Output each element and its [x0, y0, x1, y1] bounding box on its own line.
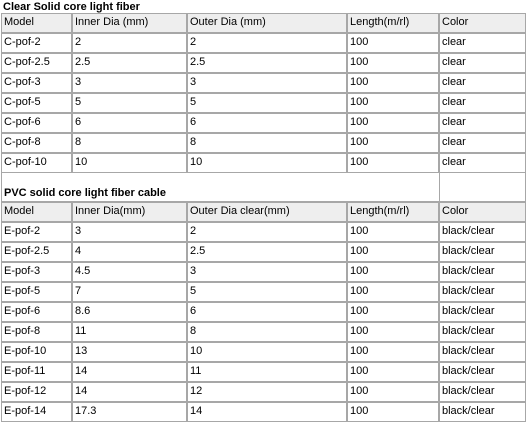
table-cell: 3: [187, 262, 347, 282]
table-cell: E-pof-2: [1, 222, 72, 242]
table-row: [0, 402, 527, 422]
table-cell: C-pof-10: [1, 153, 72, 173]
table-row: [0, 222, 527, 242]
table-cell: 2.5: [72, 53, 187, 73]
column-header: Model: [1, 13, 72, 33]
table-cell: 10: [72, 153, 187, 173]
table-row: [0, 133, 527, 153]
table-cell: E-pof-2.5: [1, 242, 72, 262]
table-cell: clear: [439, 133, 526, 153]
column-header: Length(m/rl): [347, 13, 439, 33]
table-cell: black/clear: [439, 402, 526, 422]
table-cell: 12: [187, 382, 347, 402]
table-cell: E-pof-12: [1, 382, 72, 402]
table-cell: 100: [347, 322, 439, 342]
table-row: [0, 302, 527, 322]
table-cell: clear: [439, 113, 526, 133]
table-row: [0, 322, 527, 342]
table-cell: 17.3: [72, 402, 187, 422]
table-cell: E-pof-8: [1, 322, 72, 342]
table-row: [0, 282, 527, 302]
table-row: [0, 153, 527, 173]
table-cell: black/clear: [439, 282, 526, 302]
table-row: [0, 262, 527, 282]
table-cell: 10: [187, 153, 347, 173]
table-cell: 100: [347, 113, 439, 133]
table-cell: C-pof-8: [1, 133, 72, 153]
table-cell: 10: [187, 342, 347, 362]
column-header: Model: [1, 202, 72, 222]
table-cell: 100: [347, 302, 439, 322]
table-cell: 14: [72, 382, 187, 402]
table-cell: clear: [439, 53, 526, 73]
table-cell: 3: [187, 73, 347, 93]
table-cell: 100: [347, 73, 439, 93]
table-cell: 100: [347, 262, 439, 282]
table-cell: C-pof-5: [1, 93, 72, 113]
table-row: [0, 93, 527, 113]
table-cell: black/clear: [439, 362, 526, 382]
table-cell: 11: [187, 362, 347, 382]
table-cell: 6: [187, 113, 347, 133]
table-cell: 100: [347, 242, 439, 262]
table-cell: clear: [439, 153, 526, 173]
table-cell: E-pof-14: [1, 402, 72, 422]
table-cell: C-pof-3: [1, 73, 72, 93]
table-cell: 7: [72, 282, 187, 302]
table-cell: 100: [347, 382, 439, 402]
table-cell: E-pof-6: [1, 302, 72, 322]
table-cell: 100: [347, 222, 439, 242]
table-cell: E-pof-11: [1, 362, 72, 382]
section2-title: PVC solid core light fiber cable: [4, 187, 166, 199]
table-cell: clear: [439, 73, 526, 93]
table-cell: 100: [347, 153, 439, 173]
table-cell: 8: [187, 322, 347, 342]
table-cell: 5: [72, 93, 187, 113]
column-header: Outer Dia clear(mm): [187, 202, 347, 222]
column-header: Inner Dia(mm): [72, 202, 187, 222]
table-cell: 100: [347, 93, 439, 113]
table-cell: 6: [187, 302, 347, 322]
table-cell: black/clear: [439, 342, 526, 362]
table-row: [0, 382, 527, 402]
table-header-row: [0, 202, 527, 222]
table-cell: 3: [72, 222, 187, 242]
table-cell: C-pof-6: [1, 113, 72, 133]
table-cell: 100: [347, 362, 439, 382]
table-cell: 4: [72, 242, 187, 262]
table-cell: black/clear: [439, 262, 526, 282]
table-cell: 100: [347, 133, 439, 153]
table-row: [0, 73, 527, 93]
section2-title-cell: [1, 172, 440, 202]
table-row: [0, 33, 527, 53]
table-cell: 8: [72, 133, 187, 153]
column-header: Inner Dia (mm): [72, 13, 187, 33]
table-cell: clear: [439, 93, 526, 113]
table-cell: 3: [72, 73, 187, 93]
column-header: Color: [439, 202, 526, 222]
table-cell: 11: [72, 322, 187, 342]
table-cell: 8: [187, 133, 347, 153]
table-cell: 2.5: [187, 242, 347, 262]
section1-title: Clear Solid core light fiber: [3, 1, 140, 13]
table-header-row: [0, 13, 527, 33]
table-cell: 100: [347, 53, 439, 73]
table-cell: 100: [347, 342, 439, 362]
table-cell: 2: [187, 33, 347, 53]
table-cell: 14: [187, 402, 347, 422]
table-cell: 100: [347, 33, 439, 53]
table-cell: 100: [347, 282, 439, 302]
table-row: [0, 113, 527, 133]
table-cell: 8.6: [72, 302, 187, 322]
column-header: Length(m/rl): [347, 202, 439, 222]
table-cell: 2.5: [187, 53, 347, 73]
table-cell: black/clear: [439, 322, 526, 342]
table-row: [0, 242, 527, 262]
table-cell: 4.5: [72, 262, 187, 282]
table-cell: 13: [72, 342, 187, 362]
table-cell: 5: [187, 93, 347, 113]
table-cell: clear: [439, 33, 526, 53]
table-cell: black/clear: [439, 382, 526, 402]
table-cell: 100: [347, 402, 439, 422]
table-cell: black/clear: [439, 302, 526, 322]
section2-title-row: [0, 172, 527, 202]
column-header: Outer Dia (mm): [187, 13, 347, 33]
table-row: [0, 53, 527, 73]
table-cell: black/clear: [439, 242, 526, 262]
table-cell: black/clear: [439, 222, 526, 242]
table-cell: E-pof-10: [1, 342, 72, 362]
table-cell: C-pof-2.5: [1, 53, 72, 73]
table-cell: 6: [72, 113, 187, 133]
table-cell: 2: [187, 222, 347, 242]
table-cell: 2: [72, 33, 187, 53]
section2-title-blank-cell: [439, 172, 526, 202]
table-cell: E-pof-5: [1, 282, 72, 302]
table-row: [0, 362, 527, 382]
table-cell: C-pof-2: [1, 33, 72, 53]
table-cell: E-pof-3: [1, 262, 72, 282]
table-cell: 5: [187, 282, 347, 302]
table-row: [0, 342, 527, 362]
column-header: Color: [439, 13, 526, 33]
table-cell: 14: [72, 362, 187, 382]
